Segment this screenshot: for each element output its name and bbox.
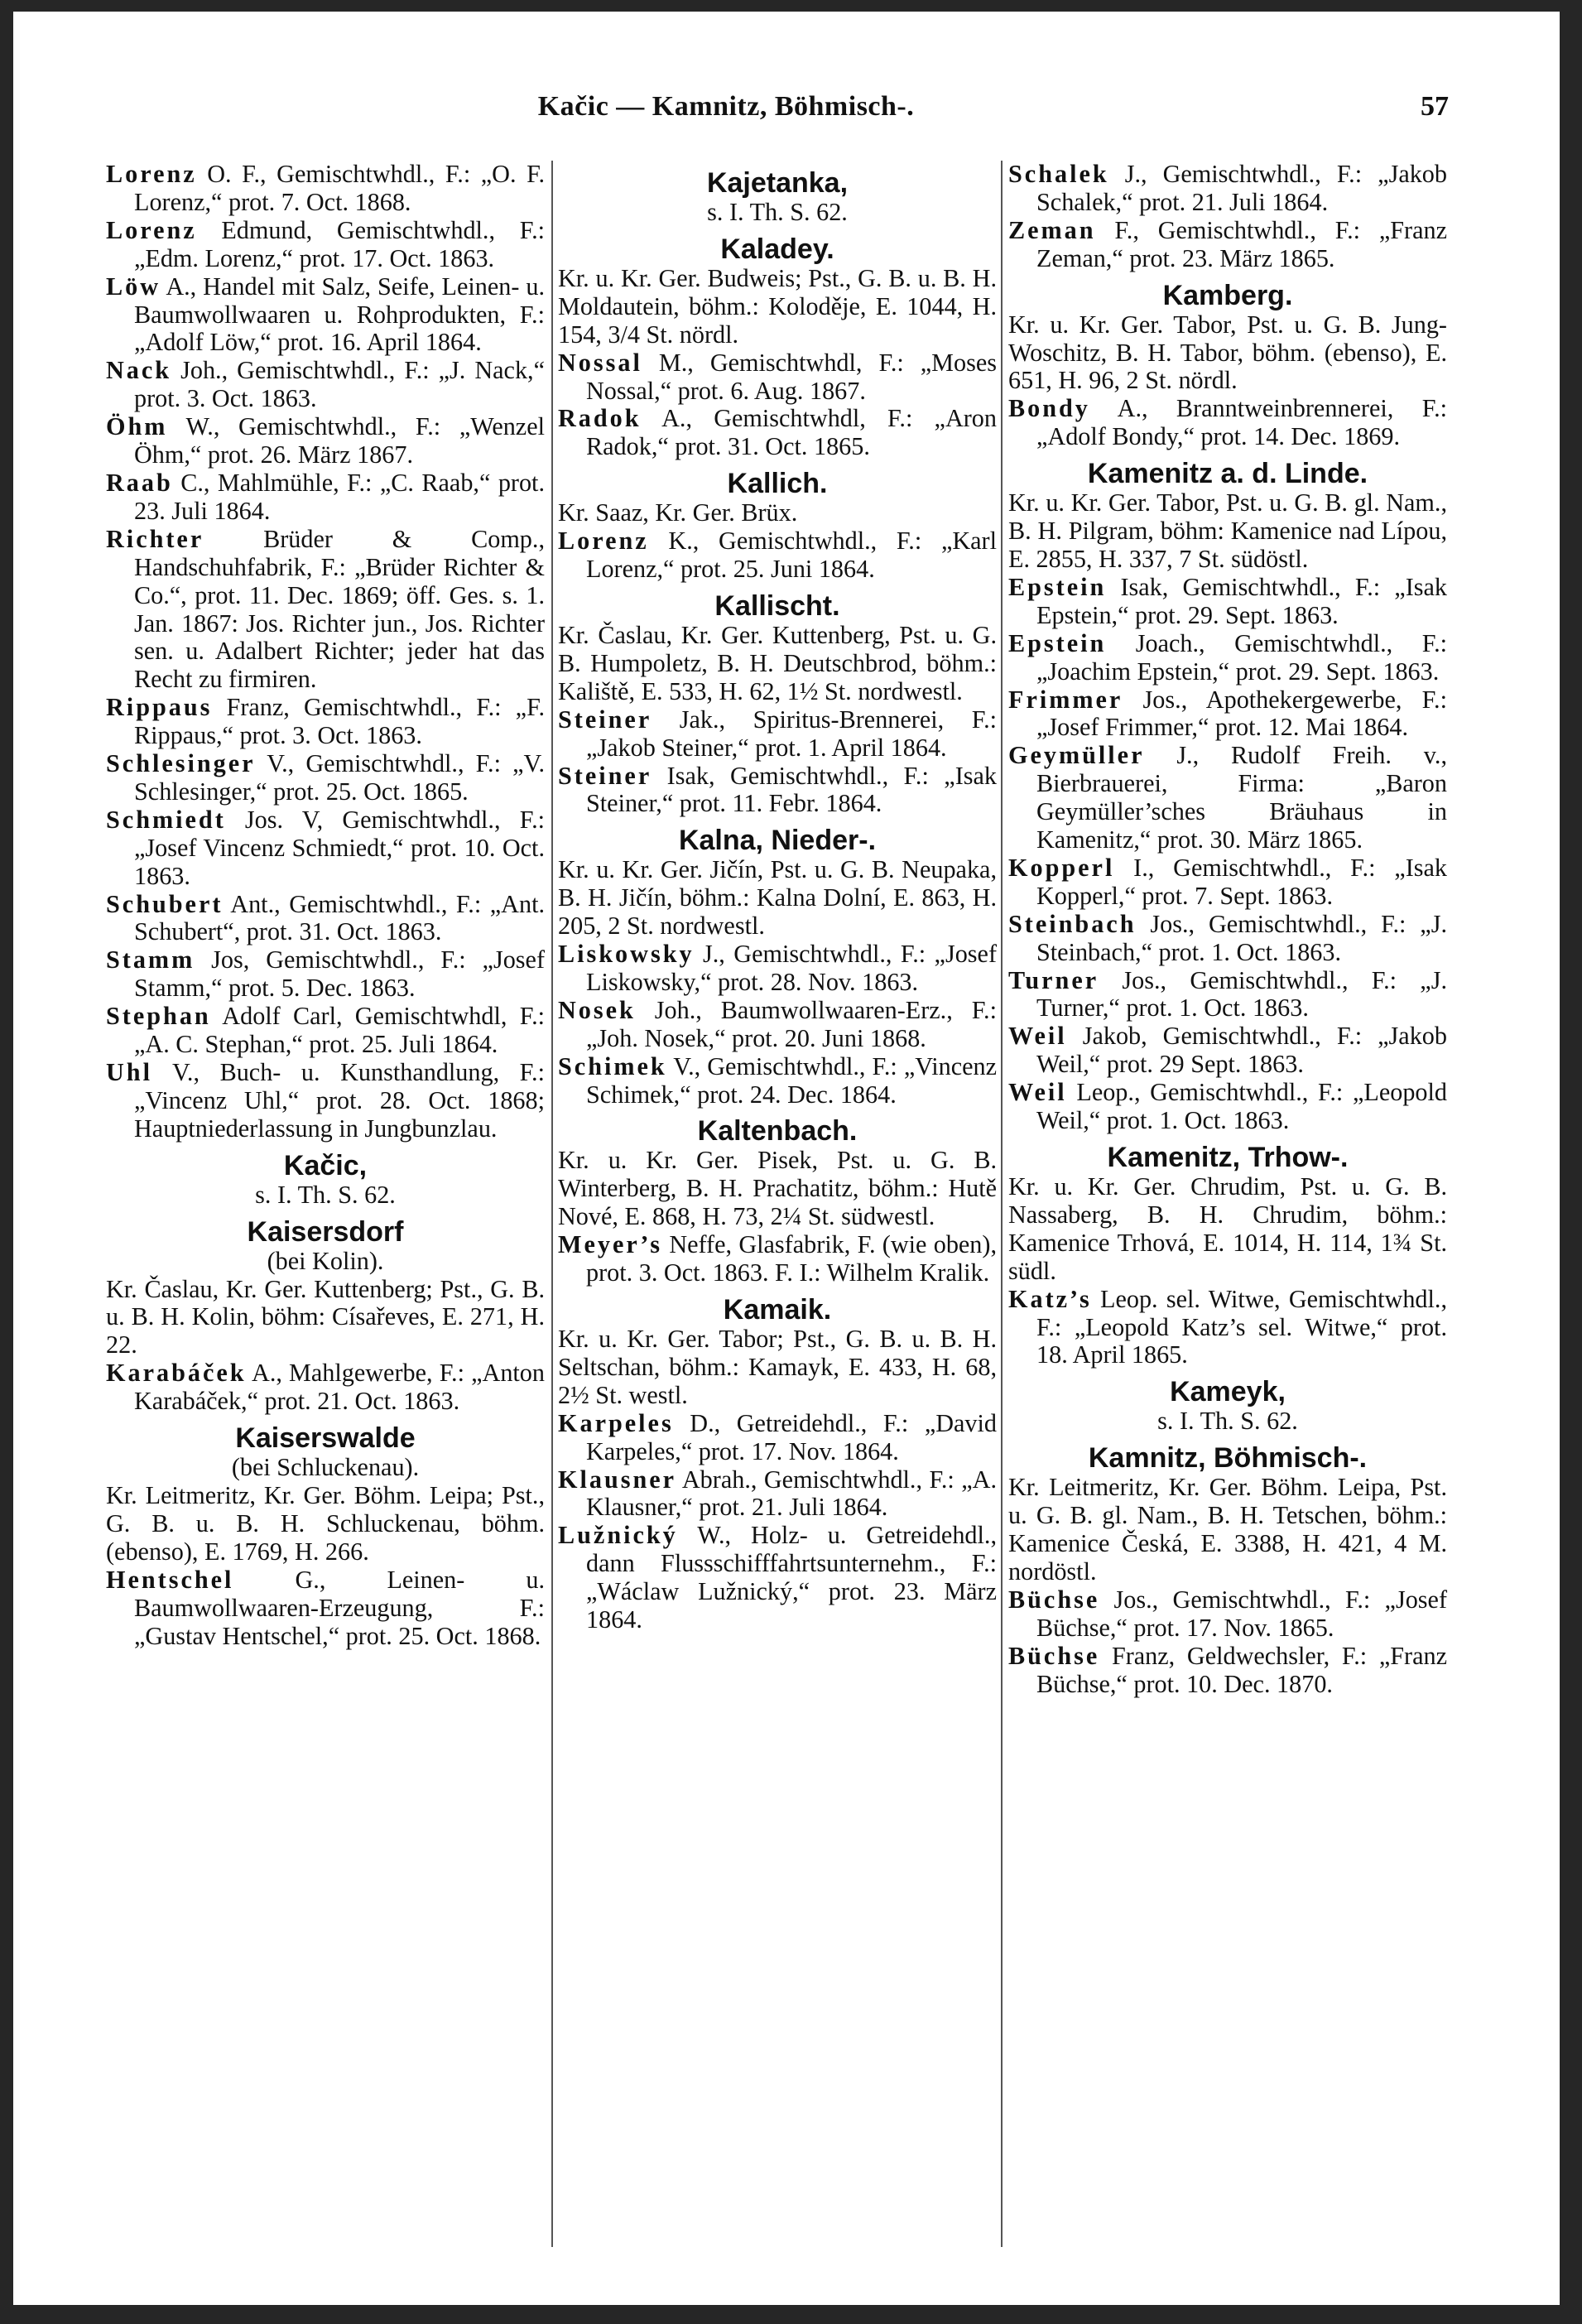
entry-details: Adolf Carl, Gemischtwhdl, F.: „A. C. Stephan,“ prot. 25. Juli 1864. — [134, 1002, 545, 1059]
entry-details: V., Gemischtwhdl., F.: „Vincenz Schimek,“ prot. 24. Dec. 1864. — [586, 1051, 997, 1109]
entry-name: Öhm — [106, 412, 168, 441]
place-heading: Kallischt. — [714, 589, 840, 622]
entry-name: Meyer’s — [558, 1230, 663, 1259]
column-1 — [106, 161, 545, 1650]
entry-details: K., Gemischtwhdl., F.: „Karl Lorenz,“ prot. 25. Juni 1864. — [586, 527, 997, 584]
entry-details: Brüder & Comp., Handschuhfabrik, F.: „Brüder Richter & Co.“, prot. 11. Dec. 1869; öff. Ges. s. 1. Jan. 1867: Jos. Richter jun., Jos. Richter sen. u. Adalbert Richter; jeder hat das Recht zu firmiren. — [134, 524, 545, 694]
directory-entry — [558, 706, 997, 763]
entry-name: Nack — [106, 356, 172, 385]
place-heading: Kamenitz, Trhow-. — [1107, 1142, 1349, 1173]
entry-name: Katz’s — [1008, 1284, 1092, 1313]
entry-details: A., Mahlgewerbe, F.: „Anton Karabáček,“ prot. 21. Oct. 1863. — [134, 1359, 545, 1416]
entry-name: Nosek — [558, 995, 636, 1024]
directory-entry — [1008, 395, 1447, 451]
directory-entry — [558, 527, 997, 584]
directory-entry — [558, 941, 997, 997]
entry-details: A., Branntweinbrennerei, F.: „Adolf Bondy,“ prot. 14. Dec. 1869. — [1036, 394, 1447, 451]
entry-details: Neffe, Glasfabrik, F. (wie oben), prot. 3. Oct. 1863. F. I.: Wilhelm Kralik. — [586, 1230, 997, 1287]
entry-name: Richter — [106, 524, 204, 553]
directory-entry — [1008, 1079, 1447, 1135]
directory-entry — [1008, 686, 1447, 743]
entry-details: M., Gemischtwhdl, F.: „Moses Nossal,“ prot. 6. Aug. 1867. — [586, 348, 997, 405]
directory-entry — [1008, 911, 1447, 967]
entry-details: V., Buch- u. Kunsthandlung, F.: „Vincenz Uhl,“ prot. 28. Oct. 1868; Hauptniederlassung in Jungbunzlau. — [134, 1058, 545, 1143]
column-rule — [551, 161, 553, 2247]
entry-name: Liskowsky — [558, 940, 695, 969]
entry-details: Edmund, Gemischtwhdl., F.: „Edm. Lorenz,“ prot. 17. Oct. 1863. — [134, 215, 545, 272]
directory-entry — [106, 273, 545, 358]
entry-details: Franz, Geldwechsler, F.: „Franz Büchse,“ prot. 10. Dec. 1870. — [1036, 1641, 1447, 1698]
entry-details: A., Handel mit Salz, Seife, Leinen- u. Baumwollwaaren u. Rohprodukten, F.: „Adolf Löw,“ prot. 16. April 1864. — [134, 272, 545, 357]
page-number: 57 — [1421, 91, 1449, 122]
entry-name: Löw — [106, 272, 161, 301]
place-heading: Kalna, Nieder-. — [678, 825, 877, 857]
entry-details: Jos., Gemischtwhdl., F.: „Josef Büchse,“ prot. 17. Nov. 1865. — [1036, 1585, 1447, 1642]
entry-details: Jos., Gemischtwhdl., F.: „J. Steinbach,“ prot. 1. Oct. 1863. — [1036, 909, 1447, 966]
entry-details: Leop., Gemischtwhdl., F.: „Leopold Weil,“ prot. 1. Oct. 1863. — [1036, 1078, 1447, 1135]
place-note: s. I. Th. S. 62. — [707, 198, 848, 226]
entry-name: Bondy — [1008, 394, 1090, 423]
place-heading: Kameyk, — [1170, 1376, 1286, 1408]
directory-entry — [106, 1059, 545, 1143]
directory-entry — [106, 217, 545, 273]
entry-details: Joach., Gemischtwhdl., F.: „Joachim Epstein,“ prot. 29. Sept. 1863. — [1036, 628, 1447, 686]
entry-name: Frimmer — [1008, 685, 1123, 714]
entry-details: Isak, Gemischtwhdl., F.: „Isak Epstein,“ prot. 29. Sept. 1863. — [1036, 572, 1447, 629]
place-description: Kr. u. Kr. Ger. Tabor, Pst. u. G. B. gl. Nam., B. H. Pilgram, böhm: Kamenice nad Lípou, E. 2855, H. 337, 7 St. südöstl. — [1008, 488, 1447, 573]
directory-entry — [1008, 1643, 1447, 1699]
entry-name: Steiner — [558, 705, 652, 734]
entry-name: Weil — [1008, 1022, 1067, 1051]
directory-entry — [1008, 967, 1447, 1023]
directory-entry — [106, 1566, 545, 1651]
entry-details: J., Rudolf Freih. v., Bierbrauerei, Firma: „Baron Geymüller’sches Bräuhaus in Kamenitz,“ prot. 30. März 1865. — [1036, 741, 1447, 854]
entry-details: Jos. V, Gemischtwhdl., F.: „Josef Vincenz Schmiedt,“ prot. 10. Oct. 1863. — [134, 805, 545, 890]
directory-entry — [106, 357, 545, 413]
entry-details: Joh., Baumwollwaaren-Erz., F.: „Joh. Nosek,“ prot. 20. Juni 1868. — [586, 995, 997, 1052]
entry-name: Schimek — [558, 1051, 667, 1080]
directory-entry — [106, 1003, 545, 1059]
directory-entry — [106, 526, 545, 694]
entry-name: Büchse — [1008, 1641, 1100, 1670]
place-description: Kr. Leitmeritz, Kr. Ger. Böhm. Leipa; Pst., G. B. u. B. H. Schluckenau, böhm. (ebenso), E. 1769, H. 266. — [106, 1480, 545, 1566]
entry-details: W., Holz- u. Getreidehdl., dann Flussschifffahrtsunternehm., F.: „Wáclaw Lužnický,“ prot. 23. März 1864. — [586, 1521, 997, 1634]
entry-name: Lužnický — [558, 1521, 678, 1550]
directory-entry — [106, 469, 545, 526]
place-heading: Kaltenbach. — [697, 1115, 858, 1148]
place-heading: Kačic, — [283, 1149, 368, 1181]
entry-name: Lorenz — [106, 215, 197, 244]
entry-details: Jak., Spiritus-Brennerei, F.: „Jakob Steiner,“ prot. 1. April 1864. — [586, 705, 997, 762]
entry-name: Zeman — [1008, 215, 1096, 244]
entry-details: Joh., Gemischtwhdl., F.: „J. Nack,“ prot. 3. Oct. 1863. — [134, 356, 545, 413]
book-page — [13, 12, 1560, 2305]
running-head: Kačic — Kamnitz, Böhmisch-. — [537, 91, 915, 122]
entry-name: Lorenz — [106, 160, 197, 188]
place-description: Kr. Časlau, Kr. Ger. Kuttenberg, Pst. u. G. B. Humpoletz, B. H. Deutschbrod, böhm.: Kaliště, E. 533, H. 62, 1½ St. nordwestl. — [558, 620, 997, 705]
place-description: Kr. u. Kr. Ger. Tabor; Pst., G. B. u. B. H. Seltschan, böhm.: Kamayk, E. 433, H. 68, 2½ St. westl. — [558, 1325, 997, 1409]
entry-details: Isak, Gemischtwhdl., F.: „Isak Steiner,“ prot. 11. Febr. 1864. — [586, 761, 997, 818]
directory-entry — [1008, 742, 1447, 854]
directory-entry — [558, 349, 997, 406]
directory-entry — [558, 1053, 997, 1109]
entry-name: Klausner — [558, 1465, 677, 1494]
place-heading: Kaisersdorf — [247, 1215, 404, 1248]
entry-details: O. F., Gemischtwhdl., F.: „O. F. Lorenz,“ prot. 7. Oct. 1868. — [134, 160, 545, 216]
entry-name: Steiner — [558, 761, 652, 790]
directory-entry — [558, 1522, 997, 1634]
entry-details: Leop. sel. Witwe, Gemischtwhdl., F.: „Leopold Katz’s sel. Witwe,“ prot. 18. April 1865. — [1036, 1284, 1447, 1369]
entry-name: Stamm — [106, 945, 195, 974]
entry-details: V., Gemischtwhdl., F.: „V. Schlesinger,“ prot. 25. Oct. 1865. — [134, 749, 545, 806]
place-heading: Kajetanka, — [706, 167, 849, 199]
column-3 — [1008, 161, 1447, 1699]
place-note: s. I. Th. S. 62. — [255, 1180, 396, 1209]
directory-entry — [106, 806, 545, 891]
entry-name: Schlesinger — [106, 749, 256, 778]
entry-name: Epstein — [1008, 572, 1107, 601]
entry-name: Hentschel — [106, 1565, 234, 1594]
directory-entry — [106, 694, 545, 750]
entry-details: C., Mahlmühle, F.: „C. Raab,“ prot. 23. Juli 1864. — [134, 468, 545, 525]
directory-entry — [558, 1231, 997, 1287]
entry-name: Schmiedt — [106, 805, 226, 834]
entry-details: J., Gemischtwhdl., F.: „Josef Liskowsky,“ prot. 28. Nov. 1863. — [586, 940, 997, 996]
entry-name: Schubert — [106, 889, 224, 918]
place-heading: Kamaik. — [723, 1294, 832, 1326]
directory-entry — [1008, 161, 1447, 217]
directory-entry — [106, 750, 545, 806]
entry-name: Weil — [1008, 1078, 1067, 1107]
entry-details: Jos., Apothekergewerbe, F.: „Josef Frimmer,“ prot. 12. Mai 1864. — [1036, 685, 1447, 742]
place-heading: Kamenitz a. d. Linde. — [1087, 458, 1368, 490]
directory-entry — [106, 1359, 545, 1416]
entry-details: D., Getreidehdl., F.: „David Karpeles,“ prot. 17. Nov. 1864. — [586, 1408, 997, 1465]
place-heading: Kaladey. — [720, 233, 834, 265]
column-rule — [1001, 161, 1003, 2247]
directory-entry — [1008, 1286, 1447, 1370]
place-description: Kr. Časlau, Kr. Ger. Kuttenberg; Pst., G. B. u. B. H. Kolin, böhm: Císařeves, E. 271, H. 22. — [106, 1274, 545, 1359]
entry-details: I., Gemischtwhdl., F.: „Isak Kopperl,“ prot. 7. Sept. 1863. — [1036, 853, 1447, 910]
entry-details: Ant., Gemischtwhdl., F.: „Ant. Schubert“, prot. 31. Oct. 1863. — [134, 889, 545, 946]
entry-name: Lorenz — [558, 527, 649, 556]
entry-name: Karabáček — [106, 1359, 247, 1388]
directory-entry — [558, 1410, 997, 1466]
entry-name: Turner — [1008, 965, 1099, 994]
place-description: Kr. Saaz, Kr. Ger. Brüx. — [558, 498, 798, 527]
directory-entry — [1008, 217, 1447, 273]
place-description: Kr. u. Kr. Ger. Tabor, Pst. u. G. B. Jung-Woschitz, B. H. Tabor, böhm. (ebenso), E. 651, H. 96, 2 St. nördl. — [1008, 310, 1447, 395]
directory-entry — [106, 946, 545, 1003]
place-description: Kr. Leitmeritz, Kr. Ger. Böhm. Leipa, Pst. u. G. B. gl. Nam., B. H. Tetschen, böhm.: Kamenice Česká, E. 3388, H. 421, 4 M. nordöstl. — [1008, 1473, 1447, 1585]
entry-name: Stephan — [106, 1002, 211, 1031]
entry-name: Kopperl — [1008, 853, 1115, 882]
place-description: Kr. u. Kr. Ger. Jičín, Pst. u. G. B. Neupaka, B. H. Jičín, böhm.: Kalna Dolní, E. 863, H. 205, 2 St. nordwestl. — [558, 855, 997, 941]
entry-name: Büchse — [1008, 1585, 1100, 1614]
entry-name: Steinbach — [1008, 909, 1137, 938]
place-note: s. I. Th. S. 62. — [1157, 1407, 1298, 1436]
directory-entry — [1008, 1022, 1447, 1079]
entry-name: Karpeles — [558, 1408, 674, 1437]
directory-entry — [1008, 1586, 1447, 1643]
directory-entry — [106, 161, 545, 217]
entry-details: Jos, Gemischtwhdl., F.: „Josef Stamm,“ prot. 5. Dec. 1863. — [134, 945, 545, 1003]
entry-name: Nossal — [558, 348, 642, 377]
directory-entry — [1008, 854, 1447, 911]
entry-details: J., Gemischtwhdl., F.: „Jakob Schalek,“ prot. 21. Juli 1864. — [1036, 160, 1447, 216]
directory-entry — [1008, 574, 1447, 630]
place-description: Kr. u. Kr. Ger. Pisek, Pst. u. G. B. Winterberg, B. H. Prachatitz, böhm.: Hutě Nové, E. 868, H. 73, 2¼ St. südwestl. — [558, 1146, 997, 1231]
page-header — [13, 91, 1560, 124]
entry-name: Geymüller — [1008, 741, 1145, 770]
place-heading: Kallich. — [727, 468, 828, 500]
place-heading: Kamberg. — [1162, 279, 1293, 311]
entry-name: Epstein — [1008, 628, 1107, 657]
entry-details: Jakob, Gemischtwhdl., F.: „Jakob Weil,“ prot. 29 Sept. 1863. — [1036, 1022, 1447, 1079]
entry-details: Jos., Gemischtwhdl., F.: „J. Turner,“ prot. 1. Oct. 1863. — [1036, 965, 1447, 1022]
entry-details: F., Gemischtwhdl., F.: „Franz Zeman,“ prot. 23. März 1865. — [1036, 215, 1447, 272]
entry-name: Raab — [106, 468, 173, 497]
directory-entry — [558, 997, 997, 1053]
entry-name: Radok — [558, 404, 642, 433]
entry-details: W., Gemischtwhdl., F.: „Wenzel Öhm,“ prot. 26. März 1867. — [134, 412, 545, 469]
entry-name: Uhl — [106, 1058, 152, 1086]
entry-details: G., Leinen- u. Baumwollwaaren-Erzeugung, F.: „Gustav Hentschel,“ prot. 25. Oct. 1868. — [134, 1565, 545, 1650]
place-description: Kr. u. Kr. Ger. Budweis; Pst., G. B. u. B. H. Moldautein, böhm.: Koloděje, E. 1044, H. 154, 3/4 St. nördl. — [558, 263, 997, 349]
entry-details: Abrah., Gemischtwhdl., F.: „A. Klausner,“ prot. 21. Juli 1864. — [586, 1465, 997, 1522]
entry-details: A., Gemischtwhdl, F.: „Aron Radok,“ prot. 31. Oct. 1865. — [586, 404, 997, 461]
directory-entry — [558, 405, 997, 461]
directory-entry — [558, 763, 997, 819]
place-heading: Kaiserswalde — [235, 1422, 416, 1455]
entry-name: Schalek — [1008, 160, 1109, 188]
place-description: Kr. u. Kr. Ger. Chrudim, Pst. u. G. B. Nassaberg, B. H. Chrudim, böhm.: Kamenice Trhová, E. 1014, H. 114, 1¾ St. südl. — [1008, 1172, 1447, 1285]
entry-details: Franz, Gemischtwhdl., F.: „F. Rippaus,“ prot. 3. Oct. 1863. — [134, 693, 545, 750]
entry-name: Rippaus — [106, 693, 213, 722]
place-note: (bei Schluckenau). — [231, 1453, 420, 1482]
place-note: (bei Kolin). — [267, 1246, 384, 1275]
directory-entry — [106, 413, 545, 469]
directory-entry — [106, 891, 545, 947]
place-heading: Kamnitz, Böhmisch-. — [1088, 1442, 1368, 1475]
column-2 — [558, 161, 997, 1634]
directory-entry — [558, 1466, 997, 1523]
directory-entry — [1008, 630, 1447, 686]
